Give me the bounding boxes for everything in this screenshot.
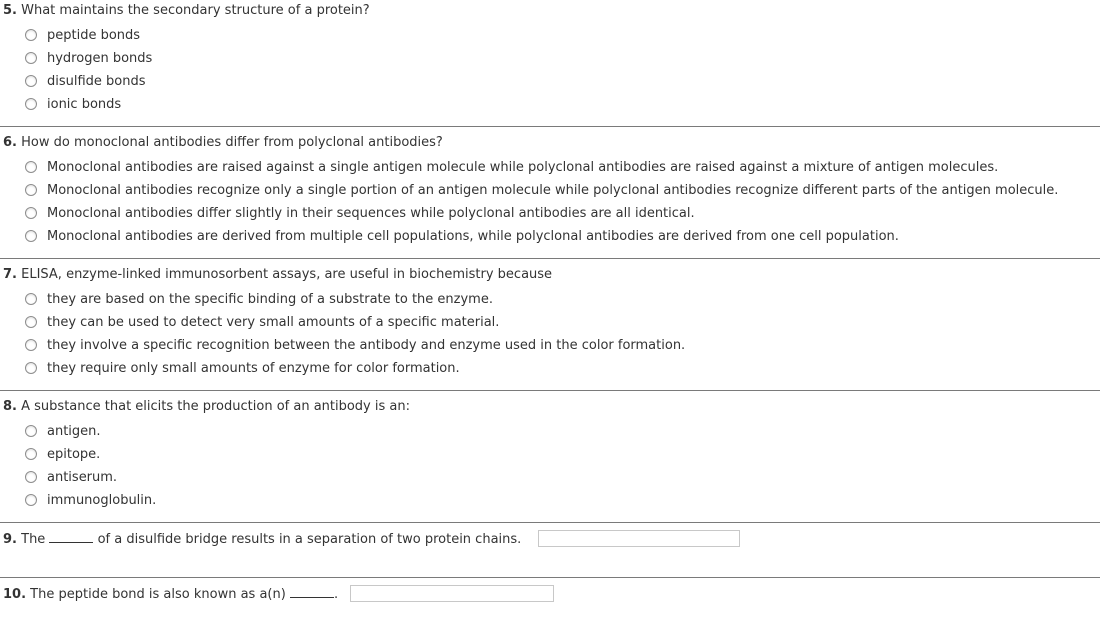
option-label[interactable]: ionic bonds [47, 97, 122, 112]
question-divider [0, 126, 1100, 127]
question-text [3, 586, 338, 603]
option-label[interactable]: Monoclonal antibodies are derived from multiple cell populations, while polyclonal antibodies are derived from one cell population. [47, 229, 899, 244]
question-number: 10. [3, 587, 27, 602]
radio-button[interactable] [25, 362, 37, 374]
radio-button[interactable] [25, 29, 37, 41]
option-label[interactable]: epitope. [47, 447, 101, 462]
fill-in-blank [290, 586, 334, 598]
option-label[interactable]: immunoglobulin. [47, 493, 157, 508]
option-label[interactable]: antigen. [47, 424, 101, 439]
question-text [3, 135, 443, 151]
radio-button[interactable] [25, 184, 37, 196]
question-number: 6. [3, 135, 17, 150]
option-label[interactable]: they are based on the specific binding of a substrate to the enzyme. [47, 292, 493, 307]
radio-button[interactable] [25, 161, 37, 173]
question-divider [0, 390, 1100, 391]
radio-button[interactable] [25, 98, 37, 110]
radio-button[interactable] [25, 339, 37, 351]
radio-button[interactable] [25, 230, 37, 242]
question-divider [0, 258, 1100, 259]
question-prompt-start: The peptide bond is also known as a(n) [30, 587, 286, 602]
question-prompt-start: The [21, 532, 46, 547]
radio-button[interactable] [25, 293, 37, 305]
option-label[interactable]: they involve a specific recognition between the antibody and enzyme used in the color formation. [47, 338, 686, 353]
radio-button[interactable] [25, 494, 37, 506]
radio-button[interactable] [25, 75, 37, 87]
radio-button[interactable] [25, 448, 37, 460]
option-label[interactable]: peptide bonds [47, 28, 141, 43]
question-text [3, 267, 552, 283]
question-text [3, 3, 370, 19]
question-divider [0, 522, 1100, 523]
question-text [3, 531, 521, 548]
answer-input[interactable] [350, 585, 554, 602]
question-prompt: ELISA, enzyme-linked immunosorbent assays, are useful in biochemistry because [21, 267, 553, 282]
radio-button[interactable] [25, 471, 37, 483]
question-prompt: A substance that elicits the production of an antibody is an: [21, 399, 410, 414]
option-label[interactable]: antiserum. [47, 470, 118, 485]
radio-button[interactable] [25, 316, 37, 328]
option-label[interactable]: they can be used to detect very small amounts of a specific material. [47, 315, 500, 330]
option-label[interactable]: disulfide bonds [47, 74, 146, 89]
question-number: 8. [3, 399, 17, 414]
radio-button[interactable] [25, 425, 37, 437]
option-label[interactable]: hydrogen bonds [47, 51, 153, 66]
question-number: 7. [3, 267, 17, 282]
question-number: 9. [3, 532, 17, 547]
option-label[interactable]: Monoclonal antibodies differ slightly in their sequences while polyclonal antibodies are all identical. [47, 206, 695, 221]
radio-button[interactable] [25, 52, 37, 64]
answer-input[interactable] [538, 530, 740, 547]
question-divider [0, 577, 1100, 578]
question-prompt: How do monoclonal antibodies differ from polyclonal antibodies? [21, 135, 443, 150]
question-text [3, 399, 410, 415]
option-label[interactable]: Monoclonal antibodies recognize only a single portion of an antigen molecule while polyclonal antibodies recognize different parts of the antigen molecule. [47, 183, 1059, 198]
option-label[interactable]: Monoclonal antibodies are raised against a single antigen molecule while polyclonal antibodies are raised against a mixture of antigen molecules. [47, 160, 999, 175]
question-prompt-end: . [333, 587, 339, 602]
question-prompt-end: of a disulfide bridge results in a separation of two protein chains. [97, 532, 522, 547]
radio-button[interactable] [25, 207, 37, 219]
fill-in-blank [49, 531, 93, 543]
option-label[interactable]: they require only small amounts of enzyme for color formation. [47, 361, 460, 376]
question-prompt: What maintains the secondary structure of a protein? [21, 3, 370, 18]
question-number: 5. [3, 3, 17, 18]
